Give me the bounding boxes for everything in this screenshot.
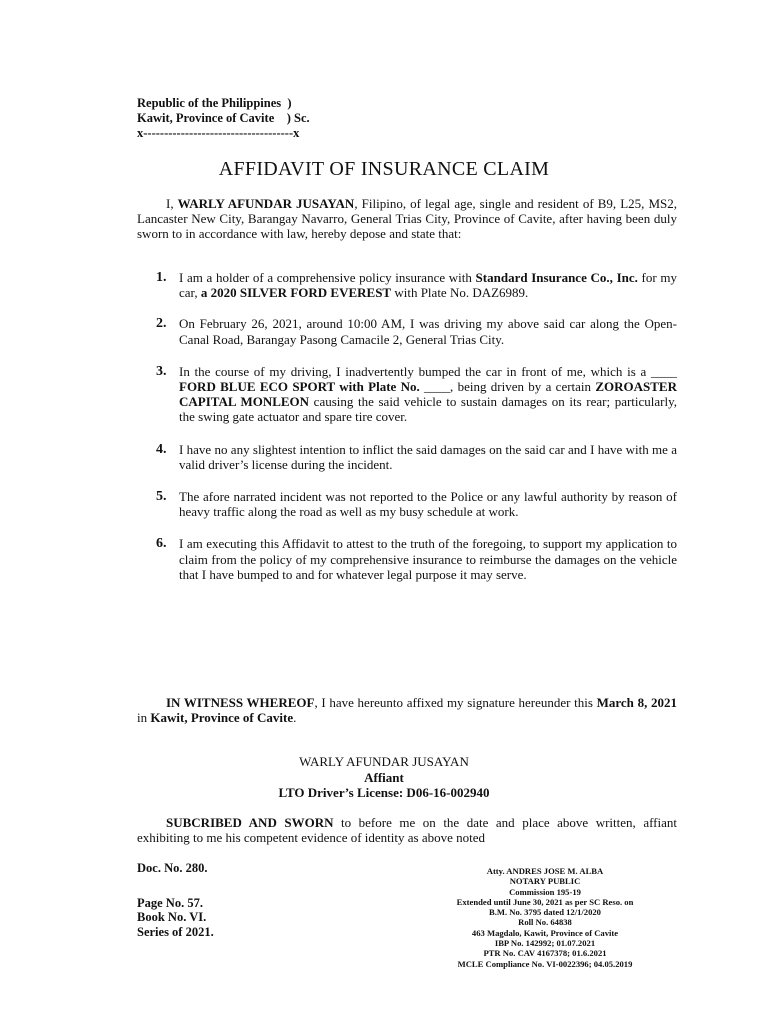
- document-title: AFFIDAVIT OF INSURANCE CLAIM: [218, 158, 550, 180]
- item-text: The afore narrated incident was not reported to the Police or any lawful authority by reason of heavy traffic along the road as well as my busy schedule at work.: [179, 489, 677, 520]
- statement-list: [137, 270, 677, 582]
- doc-number: Doc. No. 280.: [137, 861, 208, 875]
- affiant-license: LTO Driver’s License: D06-16-002940: [278, 785, 490, 800]
- notary-name: Atty. ANDRES JOSE M. ALBA: [486, 866, 604, 876]
- statement-item-5: [137, 489, 677, 519]
- item-text: with Plate No. DAZ6989.: [391, 285, 529, 301]
- affiant-name: WARLY AFUNDAR JUSAYAN: [299, 754, 469, 769]
- signing-place: Kawit, Province of Cavite: [150, 710, 294, 726]
- item-text: I am executing this Affidavit to attest to the truth of the foregoing, to support my application to claim from the policy of my comprehensive insurance to reimburse the damages on the vehicle that I have bumped to and for whatever legal purpose it may serve.: [179, 536, 677, 582]
- notary-title: NOTARY PUBLIC: [509, 876, 581, 887]
- item-text: In the course of my driving, I inadvertently bumped the car in front of me, which is a ____: [179, 363, 677, 379]
- witness-lead: IN WITNESS WHEREOF: [166, 695, 315, 710]
- statement-item-4: [137, 442, 677, 472]
- item-number: 3.: [156, 363, 167, 379]
- notary-roll-number: Roll No. 64838: [518, 917, 572, 928]
- statement-item-1: [137, 270, 677, 300]
- item-number: 1.: [156, 270, 167, 285]
- vehicle-description: a 2020 SILVER FORD EVEREST: [200, 285, 392, 301]
- jurat-paragraph: [137, 815, 677, 845]
- series-year: Series of 2021.: [137, 924, 214, 939]
- item-text: causing the said vehicle to sustain damages on its rear; particularly, the swing gate actuator and spare tire cover.: [179, 394, 678, 425]
- item-text: ____, being driven by a certain: [419, 379, 596, 395]
- jurat-lead: SUBCRIBED AND SWORN: [166, 815, 334, 830]
- page-number: Page No. 57.: [137, 895, 203, 910]
- statement-item-6: [137, 536, 677, 582]
- other-vehicle: FORD BLUE ECO SPORT with Plate No.: [179, 379, 420, 395]
- venue-line-2: Kawit, Province of Cavite ) Sc.: [137, 111, 310, 125]
- witness-text: .: [293, 710, 297, 726]
- notary-ptr-number: PTR No. CAV 4167378; 01.6.2021: [483, 948, 607, 959]
- item-text: for my car,: [179, 270, 677, 301]
- intro-lead: I,: [166, 196, 178, 211]
- intro-rest: , Filipino, of legal age, single and resident of B9, L25, MS2, Lancaster New City, Barangay Navarro, General Trias City, Province of Cavite, after having been duly sworn to in accordance with law, hereby depose and state that:: [137, 196, 677, 242]
- signing-date: March 8, 2021: [596, 695, 677, 710]
- affiant-role: Affiant: [364, 769, 404, 785]
- intro-paragraph: [137, 196, 677, 242]
- notarial-register-info: [137, 861, 214, 939]
- item-number: 2.: [156, 316, 167, 332]
- jurat-text: to before me on the date and place above written, affiant exhibiting to me his competent evidence of identity as above noted: [137, 815, 678, 846]
- notary-commission: Commission 195-19: [509, 886, 581, 897]
- venue-block: [137, 96, 310, 141]
- statement-item-2: [137, 316, 677, 346]
- notary-extension: Extended until June 30, 2021 as per SC Reso. on: [456, 896, 634, 907]
- item-number: 5.: [156, 489, 167, 505]
- affiant-signature-block: [0, 754, 768, 801]
- item-number: 6.: [156, 536, 167, 552]
- statement-item-3: [137, 364, 677, 425]
- insurer-name: Standard Insurance Co., Inc.: [475, 270, 638, 285]
- book-number: Book No. VI.: [137, 910, 207, 924]
- notary-address: 463 Magdalo, Kawit, Province of Cavite: [471, 927, 619, 938]
- item-text: I am a holder of a comprehensive policy insurance with: [179, 270, 476, 285]
- venue-line-1: Republic of the Philippines ): [137, 96, 292, 110]
- affiant-name-inline: WARLY AFUNDAR JUSAYAN: [177, 196, 355, 211]
- notary-block: [410, 866, 680, 969]
- witness-text: in: [137, 710, 151, 726]
- venue-separator: x------------------------------------x: [137, 126, 300, 140]
- other-driver-name: ZOROASTER CAPITAL MONLEON: [179, 379, 677, 410]
- item-text: On February 26, 2021, around 10:00 AM, I was driving my above said car along the Open-Canal Road, Barangay Pasong Camacile 2, General Trias City.: [179, 316, 677, 347]
- notary-mcle-number: MCLE Compliance No. VI-0022396; 04.05.2019: [457, 958, 633, 969]
- item-number: 4.: [156, 441, 167, 457]
- item-text: I have no any slightest intention to inflict the said damages on the said car and I have with me a valid driver’s license during the incident.: [179, 441, 677, 472]
- witness-text: , I have hereunto affixed my signature hereunder this: [314, 695, 597, 710]
- witness-paragraph: [137, 695, 677, 725]
- notary-ibp-number: IBP No. 142992; 01.07.2021: [494, 938, 596, 949]
- notary-bm-number: B.M. No. 3795 dated 12/1/2020: [489, 907, 601, 918]
